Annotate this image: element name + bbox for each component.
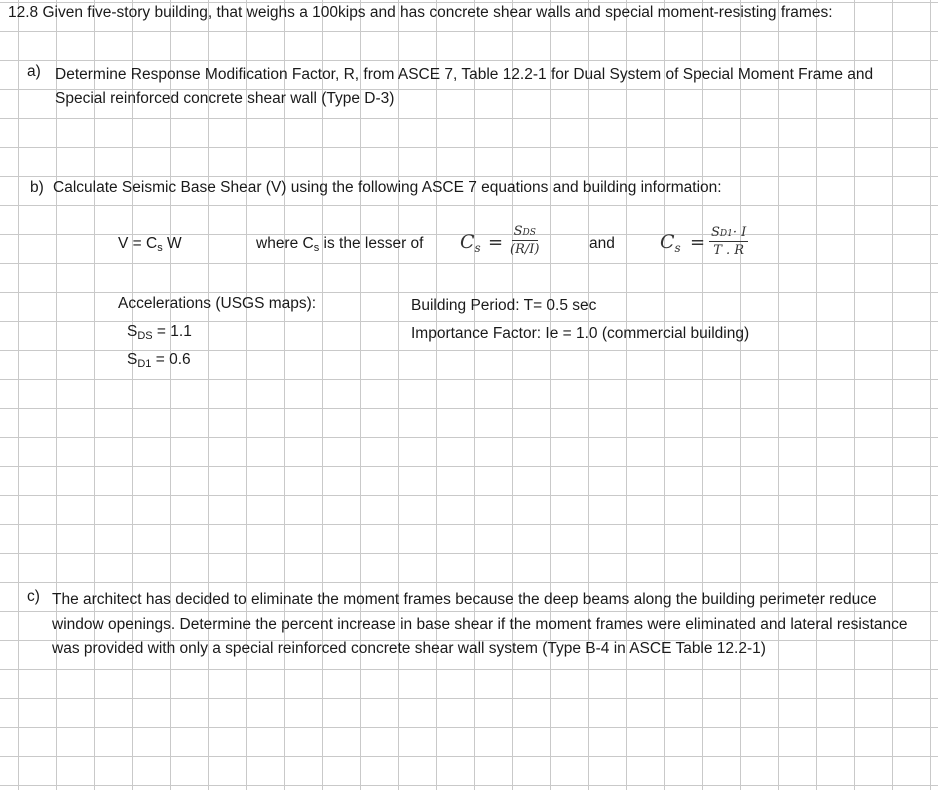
fraction-2-numerator: SD1· I [711,225,747,240]
part-c-label: c) [27,588,40,605]
eq-v-sub: s [157,242,163,254]
sd1-value: $S_{D1} = 0.6$ [127,351,191,370]
fraction-1-numerator: SDS [513,224,536,239]
eq-v-lhs: V = C [118,235,158,252]
where-post: is the lesser of [319,235,424,252]
cs-letter-1: C [460,231,475,253]
where-cs-text [256,235,423,255]
equals-sign-2: = [690,232,706,253]
building-period: Building Period: T= 0.5 sec [411,297,597,314]
equals-sign-1: = [488,232,504,253]
cs-sub-1: s [474,241,481,255]
part-b-label: b) [30,179,44,196]
problem-intro: 12.8 Given five-story building, that weighs a 100kips and has concrete shear walls and special moment-resisting frames: [8,4,833,21]
fraction-2-denominator: T . R [713,243,745,258]
importance-factor: Importance Factor: Ie = 1.0 (commercial building) [411,325,750,342]
fraction-1-denominator: (R/I) [510,242,540,257]
base-shear-equation [118,235,182,255]
cs-symbol-1 [460,231,481,255]
part-b-text: Calculate Seismic Base Shear (V) using the following ASCE 7 equations and building information: [53,179,722,196]
cs-symbol-2 [660,231,681,255]
cs-sub-2: s [674,241,681,255]
accelerations-heading: Accelerations (USGS maps): [118,295,317,312]
part-c-text: The architect has decided to eliminate the moment frames because the deep beams along the building perimeter reduce window openings. Determine the percent increase in base shear if the moment frames were eliminated and lateral resistance was provided with only a special reinforced concrete shear wall system (Type B-4 in ASCE Table 12.2-1) [52,591,908,657]
fraction-sd1i-over-tr [709,225,748,258]
where-sub: s [313,242,320,254]
sds-value: $S_{DS} = 1.1$ [127,323,192,342]
part-a-text: Determine Response Modification Factor, R, from ASCE 7, Table 12.2-1 for Dual System of Special Moment Frame and Special reinforced concrete shear wall (Type D-3) [55,66,874,107]
and-text: and [589,235,615,252]
eq-v-rhs: W [162,235,182,252]
part-a-label: a) [27,63,41,80]
cs-letter-2: C [660,231,675,253]
fraction-sds-over-ri [510,224,539,257]
where-pre: where C [256,235,314,252]
